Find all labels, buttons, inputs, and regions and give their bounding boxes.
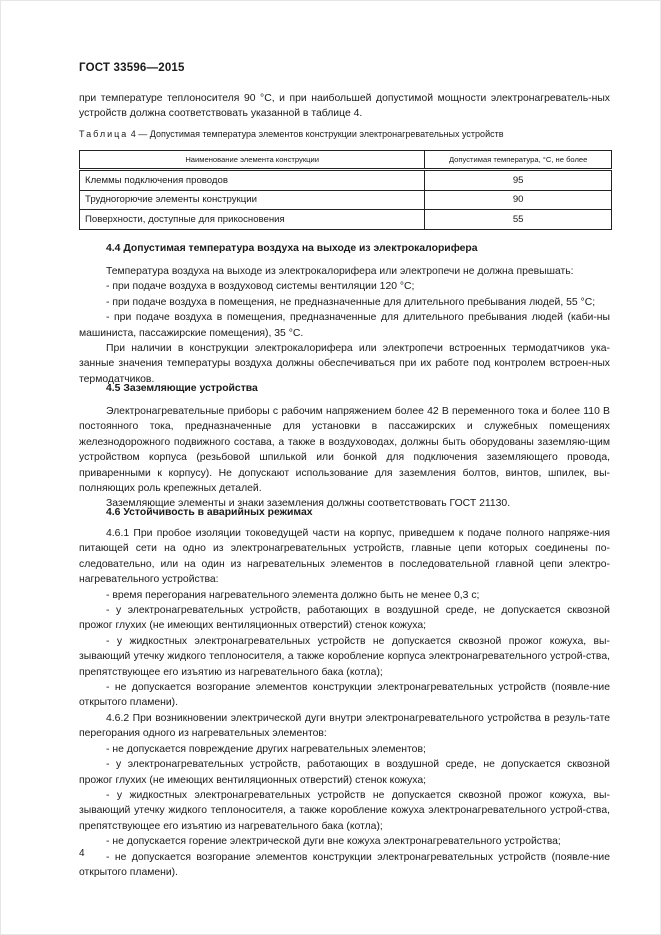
section-4-5-para: Электронагревательные приборы с рабочим напряжением более 42 В переменного тока и более 110 В постоянного тока, предназначенные для установки в пассажирских и служебных помещениях железнодорожного подвижного состава, а также в воздуховодах, должны быть оборудованы заземляю-щим устройством корпуса (резьбовой шпилькой или бонкой для подключения заземляющего провода, приваренными к корпусу). Не допускают использование для заземления болтов, винтов, шпилек, вы-полняющих роль крепежных деталей. (79, 406, 610, 495)
table-header-row (80, 151, 612, 170)
clause-4-6-2: 4.6.2 При возникновении электрической дуги внутри электронагревательного устройства в резуль-тате перегорания одного из нагревательных элементов: (79, 712, 610, 740)
section-4-5-title: 4.5 Заземляющие устройства (106, 383, 258, 394)
intro-text: при температуре теплоносителя 90 °С, и при наибольшей допустимой мощности электронагреватель-ных устройств должна соответствовать указанной в таблице 4. (79, 93, 610, 120)
table-cell-value: 55 (425, 210, 612, 230)
clause-4-6-2-item: - не допускается горение электрической дуги вне кожуха электронагревательного устройства; (106, 836, 561, 848)
section-4-6-body (79, 526, 610, 880)
clause-4-6-1-item: - у электронагревательных устройств, работающих в воздушной среде, не допускается сквозной прожог глухих (не имеющих вентиляционных отверстий) стенок кожуха; (79, 605, 610, 632)
section-4-4-item: - при подаче воздуха в помещения, не предназначенные для длительного пребывания людей, 55 °С; (106, 296, 596, 308)
clause-4-6-1-item: - у жидкостных электронагревательных устройств не допускается сквозной прожог кожуха, вы-зывающий утечку жидкого теплоносителя, а также коробление корпуса электронагревательного устрой-ства, препятствующее его изъятию из нагревательного бака (котла); (79, 635, 610, 678)
table-caption (79, 129, 504, 139)
clause-4-6-2-item: - у электронагревательных устройств, работающих в воздушной среде, не допускается сквозной прожог глухих (не имеющих вентиляционных отверстий) стенок кожуха; (79, 759, 610, 786)
table-caption-word: Таблица (79, 129, 129, 139)
section-4-4-para: Температура воздуха на выходе из электрокалорифера или электропечи не должна превышать: (106, 266, 574, 277)
section-4-6-title: 4.6 Устойчивость в аварийных режимах (106, 507, 313, 518)
clause-4-6-2-item: - не допускается возгорание элементов конструкции электронагревательных устройств (появле-ние открытого пламени). (79, 851, 610, 878)
column-header-temp: Допустимая температура, °С, не более (425, 151, 612, 170)
clause-4-6-2-item: - у жидкостных электронагревательных устройств не допускается сквозной прожог кожуха, вы-зывающий утечку жидкого теплоносителя, а также коробление кожуха электронагревательного устрой-ства, препятствующее его изъятию из нагревательного бака (котла); (79, 789, 610, 832)
column-header-name: Наименование элемента конструкции (80, 151, 425, 170)
table-cell-name: Поверхности, доступные для прикосновения (80, 210, 425, 230)
clause-4-6-1: 4.6.1 При пробое изоляции токоведущей части на корпус, приведшем к подаче полного напряже-ния питающей сети на одно из электронагревательных устройств, главные цепи которых соединены по-следовательно, или на один из нагревательных элементов в последовательной главной цепи электро-нагревательного устройства: (79, 528, 610, 586)
section-4-5-body (79, 404, 610, 512)
section-4-4-para: При наличии в конструкции электрокалорифера или электропечи встроенных термодатчиков ука-занные значения температуры воздуха должны обеспечиваться при их работе под контролем встроен-ных термодатчиков. (79, 343, 610, 385)
table-cell-value: 90 (425, 190, 612, 210)
clause-4-6-2-item: - не допускается повреждение других нагревательных элементов; (106, 743, 426, 755)
table-cell-name: Клеммы подключения проводов (80, 170, 425, 191)
section-4-4-item: - при подаче воздуха в воздуховод системы вентиляции 120 °С; (106, 281, 415, 293)
clause-4-6-1-item: - время перегорания нагревательного элемента должно быть не менее 0,3 с; (106, 589, 480, 601)
table-cell-value: 95 (425, 170, 612, 191)
table-row (80, 210, 612, 230)
page-number: 4 (79, 848, 85, 859)
document-header: ГОСТ 33596—2015 (79, 62, 185, 74)
temperature-table (79, 150, 612, 230)
table-caption-text: 4 — Допустимая температура элементов конструкции электронагревательных устройств (128, 129, 504, 139)
section-4-4-body (79, 264, 610, 387)
table-row (80, 170, 612, 191)
section-4-4-title: 4.4 Допустимая температура воздуха на выходе из электрокалорифера (106, 243, 478, 254)
section-4-5-para: Заземляющие элементы и знаки заземления должны соответствовать ГОСТ 21130. (106, 498, 511, 510)
intro-paragraph (79, 91, 610, 122)
table-cell-name: Трудногорючие элементы конструкции (80, 190, 425, 210)
clause-4-6-1-item: - не допускается возгорание элементов конструкции электронагревательных устройств (появле-ние открытого пламени). (79, 682, 610, 709)
section-4-4-item: - при подаче воздуха в помещения, предназначенные для длительного пребывания людей (каби-ны машиниста, пассажирские помещения), 35 °С. (79, 312, 610, 339)
table-row (80, 190, 612, 210)
